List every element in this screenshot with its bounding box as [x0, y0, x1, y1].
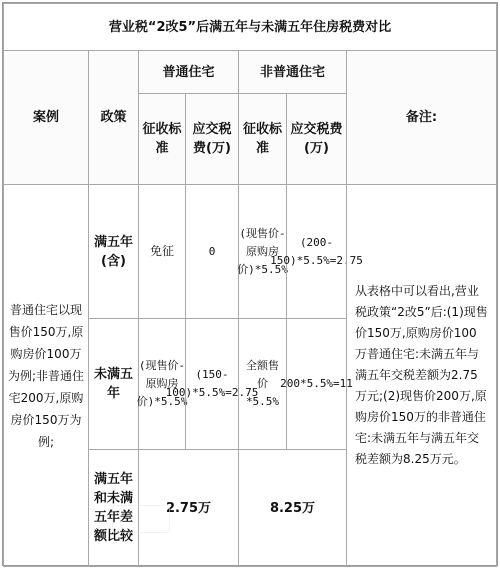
notes-text: 从表格中可以看出,营业税政策“2改5”后:(1)现售价150万,原购房价100万普通住宅:未满五年与满五年交税差额为2.75万元;(2)现售价200万,原购房价150万的非普通住宅:未满五年与满五年交税差额为8.25万元。 [346, 184, 497, 567]
row2-non-ordinary-tax: 200*5.5%=11 [286, 318, 347, 450]
header-non-ordinary: 非普通住宅 [238, 50, 347, 94]
row-policy-difference: 满五年和未满五年差额比较 [88, 449, 139, 567]
row1-ordinary-tax: 0 [185, 184, 239, 319]
header-ordinary: 普通住宅 [138, 50, 239, 94]
row3-ordinary-difference: 2.75万 [138, 449, 239, 567]
row1-ordinary-basis: 免征 [138, 184, 186, 319]
row-policy-under-five-years: 未满五年 [88, 318, 139, 450]
case-description: 普通住宅以现售价150万,原购房价100万为例;非普通住宅200万,原购房价150万为例; [3, 184, 89, 567]
row1-non-ordinary-basis: (现售价-原购房价)*5.5% [238, 184, 287, 319]
header-case: 案例 [3, 50, 89, 185]
row3-non-ordinary-difference: 8.25万 [238, 449, 347, 567]
header-non-ordinary-tax: 应交税费(万) [286, 93, 347, 185]
row2-ordinary-basis: (现售价-原购房价)*5.5% [138, 318, 186, 450]
header-policy: 政策 [88, 50, 139, 185]
tax-comparison-table [2, 2, 498, 566]
row2-ordinary-tax: (150-100)*5.5%=2.75 [185, 318, 239, 450]
header-ordinary-basis: 征收标准 [138, 93, 186, 185]
watermark-logo [112, 505, 170, 533]
row-policy-five-years: 满五年(含) [88, 184, 139, 319]
header-notes: 备注: [346, 50, 497, 185]
row2-non-ordinary-basis: 全额售价*5.5% [238, 318, 287, 450]
row1-non-ordinary-tax: (200-150)*5.5%=2.75 [286, 184, 347, 319]
header-non-ordinary-basis: 征收标准 [238, 93, 287, 185]
table-title: 营业税“2改5”后满五年与未满五年住房税费对比 [3, 3, 497, 51]
header-ordinary-tax: 应交税费(万) [185, 93, 239, 185]
